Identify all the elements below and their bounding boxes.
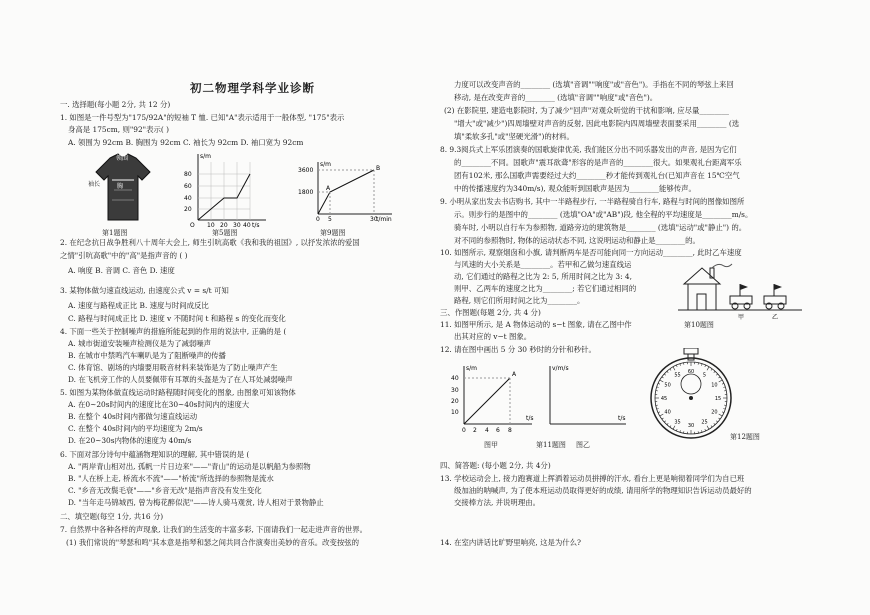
left-text-line: 1. 如图是一件号型为"175/92A"的短袖 T 恤. 已知"A"表示适用于一般体型, "175"表示 <box>60 113 345 122</box>
left-text-line: 二、填空题(每空 1分, 共16 分) <box>60 512 164 521</box>
fig11a-xtick: 8 <box>508 427 512 434</box>
dial-tick <box>680 430 681 432</box>
shirt-side-label: 袖长 <box>88 181 101 188</box>
dial-tick <box>716 374 717 375</box>
right-text-line: 四、简答题: (每小题 2分, 共 4分) <box>440 461 551 470</box>
fig5-ytick: 40 <box>184 195 192 202</box>
dial-tick <box>667 371 668 372</box>
fig11b-ylabel: v/m/s <box>552 365 569 372</box>
right-text-line: 9. 小明从家出发去书店购书, 其中一半路程步行, 一半路程骑自行车, 路程与时间的图像如图所 <box>440 197 745 206</box>
right-text-line: 8. 9.3阅兵式上军乐团演奏的国歌旋律优美, 我们能区分出不同乐器发出的声音, 是因为它们 <box>440 145 737 154</box>
right-text-line: 14. 在室内讲话比旷野里响亮, 这是为什么? <box>440 538 582 547</box>
left-text-line: B. 在整个 40s时间内都做匀速直线运动 <box>68 412 198 421</box>
fig11a-caption: 图甲 <box>484 441 498 449</box>
dial-tick <box>662 418 664 419</box>
left-text-line: 6. 下面对部分诗句中蕴涵物理知识的理解, 其中错误的是 ( <box>60 450 250 459</box>
dial-tick <box>723 387 725 388</box>
dial-tick <box>673 426 675 429</box>
left-text-line: C. 体育馆、剧场的内墙要用吸音材料来装饰是为了防止噪声产生 <box>68 363 278 372</box>
right-text-line: 的________不同。国歌声"震耳欲聋"形容的是声音的________很大。如果观礼台距离军乐 <box>454 158 742 167</box>
dial-tick <box>719 414 722 416</box>
fig5-graph <box>180 150 270 232</box>
left-text-line: C. 路程与时间成正比 D. 速度 v 不随时间 t 和路程 s 的变化而变化 <box>68 314 286 323</box>
fig10-caption: 第10题图 <box>684 321 714 329</box>
dial-tick <box>722 383 724 384</box>
right-text-line: 动, 它们通过的路程之比为 2: 5, 所用时间之比为 3: 4, <box>454 272 632 281</box>
dial-tick <box>658 412 660 413</box>
left-text-line: C. 在整个 40s时间内的平均速度为 2m/s <box>68 424 203 433</box>
right-text-line: 10. 如图所示, 观察烟囱和小旗, 请判断两车是否可能向同一方向运动________, 此时乙车速度 <box>440 248 742 257</box>
right-text-line: 力度可以改变声音的________ (选填"音调""响度"或"音色")。手指在不同的琴弦上来回 <box>454 80 734 89</box>
stopwatch-icon <box>640 348 750 444</box>
dial-tick <box>664 374 665 375</box>
fig11a-graph <box>448 362 538 442</box>
shirt-collar-label: 领围 <box>115 155 129 162</box>
tshirt-icon <box>88 150 158 235</box>
fig11a-xtick: 2 <box>473 427 477 434</box>
fig1-caption: 第1题图 <box>102 229 128 237</box>
dial-label: 15 <box>714 396 722 402</box>
dial-tick <box>676 365 677 367</box>
left-text-line: 4. 下面一些关于控制噪声的措施所能起到的作用的说法中, 正确的是 ( <box>60 327 287 336</box>
right-text-line: 示。则步行的是图中的________ (选填"OA"或"AB")段, 他全程的平均速度是________m/s。 <box>454 210 753 219</box>
right-text-line: 级加油的呐喊声, 为了使本班运动员取得更好的成绩, 请用所学的物理知识告诉运动员最好的 <box>454 486 752 495</box>
dial-tick <box>670 369 671 371</box>
right-text-line: 12. 请在图中画出 5 分 30 秒时的分针和秒针。 <box>440 345 596 354</box>
right-text-line: 则甲、乙两车的速度之比为________; 若它们通过相同的 <box>454 284 637 293</box>
right-text-line: 出其对应的 v−t 图象。 <box>454 332 532 341</box>
dial-tick <box>664 421 665 422</box>
shirt-chest-label: 胸 <box>117 183 124 190</box>
left-text-line: 身高是 175cm, 则"92"表示( ) <box>68 125 169 134</box>
dial-label: 30 <box>687 423 695 429</box>
left-text-line: 5. 如图为某物体做直线运动时路程随时间变化的图象, 由图象可知该物体 <box>60 388 296 397</box>
fig5-xtick: 20 <box>220 222 228 228</box>
fig5-xlabel: t/s <box>252 222 260 228</box>
dial-label: 45 <box>660 396 668 402</box>
fig9-xtick: 30 <box>370 216 378 222</box>
dial-label: 25 <box>701 419 708 426</box>
fig5-caption: 第5题图 <box>212 229 238 237</box>
dial-tick <box>676 429 677 431</box>
dial-tick <box>673 367 675 370</box>
right-text-line: 骑车时, 小明以自行车为参照物, 道路旁边的建筑物是________ (选填"运动"或"静止") 的。 <box>454 223 747 232</box>
dial-tick <box>719 380 722 382</box>
dial-tick <box>723 409 725 410</box>
fig11a-ytick: 30 <box>451 387 459 394</box>
dial-tick <box>716 421 717 422</box>
dial-tick <box>657 387 659 388</box>
right-text-line: 11. 如图甲所示, 是 A 物体运动的 s−t 图象, 请在乙图中作 <box>440 320 632 329</box>
fig11b-xlabel: t/s <box>618 415 626 422</box>
left-text-line: A. 速度与路程成正比 B. 速度与时间成反比 <box>68 301 209 310</box>
dial-tick <box>660 414 663 416</box>
left-text-line: (1) 我们常说的"琴瑟和鸣"其本意是指琴和瑟之间共同合作演奏出美妙的音乐。改变按弦的 <box>66 538 360 547</box>
fig9-caption: 第9题图 <box>320 229 346 237</box>
fig11a-xtick: 4 <box>485 427 489 434</box>
dial-tick <box>719 418 721 419</box>
fig9-point-b: B <box>376 165 381 172</box>
left-text-line: A. 响度 B. 音调 C. 音色 D. 速度 <box>68 266 175 275</box>
dial-label: 50 <box>664 382 671 389</box>
left-text-line: B. "人在桥上走, 桥流水不流"——"桥流"所选择的参照物是流水 <box>68 474 274 483</box>
fig5-ytick: 60 <box>184 183 192 190</box>
right-text-line: 对不同的参照物时, 物体的运动状态不同, 这说明运动和静止是________的。 <box>454 236 700 245</box>
fig11a-xtick: 6 <box>496 427 500 434</box>
left-text-line: C. "乡音无改鬓毛衰"——"乡音无改"是指声音没有发生变化 <box>68 486 262 495</box>
fig9-point-a: A <box>326 185 331 192</box>
fig11a-ytick: 40 <box>451 375 459 382</box>
right-text-line: 与风速的大小关系是________。若甲和乙做匀速直线运 <box>454 260 632 269</box>
right-text-line: 中的传播速度约为340m/s), 观众能听到国歌声是因为________能够传声。 <box>454 184 696 193</box>
dial-tick <box>670 426 671 428</box>
dial-tick <box>705 429 706 431</box>
fig12-caption: 第12题图 <box>730 433 760 441</box>
fig11a-xtick: 0 <box>462 427 466 434</box>
dial-tick <box>711 369 712 371</box>
right-text-line: 三、作图题(每题 2分, 共 4 分) <box>440 308 541 317</box>
fig9-ylabel: s/m <box>320 161 331 168</box>
fig5-ytick: 20 <box>184 206 192 213</box>
dial-label: 5 <box>702 372 707 379</box>
dial-tick <box>707 367 709 370</box>
left-text-line: A. 城市街道安装噪声检测仪是为了减弱噪声 <box>68 339 212 348</box>
fig10-car-a: 甲 <box>738 314 745 321</box>
right-text-line: 路程, 则它们所用时间之比为________。 <box>454 296 585 305</box>
fig11-main-caption: 第11题图 <box>536 441 566 449</box>
fig11a-ytick: 20 <box>451 398 459 405</box>
left-text-line: 之情"引吭高歌"中的"高"是指声音的 ( ) <box>60 251 188 260</box>
right-text-line: 交接棒方法, 并说明理由。 <box>454 498 540 507</box>
fig5-ytick: 80 <box>184 171 192 178</box>
fig11b-graph <box>542 362 632 442</box>
fig9-xtick: 0 <box>316 216 320 222</box>
dial-label: 10 <box>711 382 718 389</box>
right-text-line: (2) 在影院里, 建造电影院时, 为了减少"回声"对观众听觉的干扰和影响, 应尽量________ <box>444 106 729 115</box>
dial-tick <box>711 426 712 428</box>
fig5-xtick: 30 <box>233 222 241 228</box>
right-text-line: 填"柔软多孔"或"坚硬光滑")的材料。 <box>454 132 574 141</box>
dial-tick <box>705 365 706 367</box>
dial-tick <box>658 383 660 384</box>
fig5-xtick: 40 <box>243 222 251 228</box>
left-text-line: A. "两岸青山相对出, 孤帆一片日边来"——"青山"的运动是以帆船为参照物 <box>68 462 311 471</box>
left-text-line: 2. 在纪念抗日战争胜利八十周年大会上, 师生引吭高歌《我和我的祖国》, 以抒发浓浓的爱国 <box>60 238 360 247</box>
dial-tick <box>702 430 703 432</box>
fig5-xtick: 10 <box>207 222 215 228</box>
right-text-line: 13. 学校运动会上, 接力跑赛道上挥洒着运动员拼搏的汗水, 看台上更是响彻着同学们为自已班 <box>440 474 745 483</box>
fig9-xtick: 5 <box>328 216 332 222</box>
dial-tick <box>707 426 709 429</box>
left-text-line: D. 在飞机旁工作的人员要佩带有耳罩的头盔是为了在人耳处减弱噪声 <box>68 375 293 384</box>
dial-label: 55 <box>674 372 681 379</box>
right-text-line: 团有102米, 那么国歌声需要经过大约________秒才能传到观礼台(已知声音在 15℃空气 <box>454 171 740 180</box>
right-text-line: 移动, 是在改变声音的________ (选填"音调""响度"或"音色")。 <box>454 93 658 102</box>
fig11a-point-a: A <box>512 371 517 378</box>
fig10-scene <box>678 262 803 326</box>
fig10-car-b: 乙 <box>772 314 779 321</box>
fig9-ytick: 1800 <box>298 189 314 196</box>
fig9-xlabel: t/min <box>376 216 392 222</box>
left-text-line: 7. 自然界中各种各样的声现象, 让我们的生活变的丰富多彩, 下面请我们一起走进声音的世界。 <box>60 525 368 534</box>
fig9-graph <box>296 160 396 226</box>
fig11b-caption: 图乙 <box>576 441 590 449</box>
fig11a-xlabel: t/s <box>526 415 534 422</box>
dial-label: 60 <box>687 369 695 375</box>
left-text-line: 一. 选择题(每小题 2分, 共 12 分) <box>60 100 171 109</box>
page-title: 初二物理学科学业诊断 <box>190 81 315 95</box>
dial-label: 20 <box>711 409 718 416</box>
dial-label: 35 <box>674 419 681 426</box>
dial-tick <box>714 423 715 424</box>
fig11a-ytick: 10 <box>451 409 459 416</box>
dial-tick <box>680 364 681 366</box>
dial-tick <box>657 409 659 410</box>
tshirt-figure <box>88 150 158 235</box>
left-text-line: A. 领围为 92cm B. 胸围为 92cm C. 袖长为 92cm D. 袖口宽为 92cm <box>68 138 304 147</box>
left-text-line: A. 在0~20s时间内的速度比在30~40s时间内的速度大 <box>68 400 250 409</box>
left-text-line: D. "当年走马锦城西, 曾为梅花醉似泥"——诗人骑马观赏, 诗人相对于景物静止 <box>68 498 324 507</box>
dial-tick <box>722 412 724 413</box>
fig9-ytick: 3600 <box>298 167 314 174</box>
dial-tick <box>660 380 663 382</box>
fig5-ylabel: s/m <box>200 153 211 160</box>
fig5-xtick: O <box>190 222 195 228</box>
dial-tick <box>719 377 721 378</box>
fig11a-ylabel: s/m <box>466 365 477 372</box>
dial-label: 40 <box>664 409 671 416</box>
dial-tick <box>662 377 664 378</box>
left-text-line: B. 在城市中禁鸣汽车喇叭是为了阻断噪声的传播 <box>68 351 226 360</box>
right-text-line: "增大"或"减少")四周墙壁对声音的反射, 因此电影院内四周墙壁表面要采用________ (选 <box>454 119 740 128</box>
dial-tick <box>702 364 703 366</box>
dial-tick <box>667 423 668 424</box>
dial-tick <box>714 371 715 372</box>
left-text-line: 3. 某物体做匀速直线运动, 由速度公式 v = s/t 可知 <box>60 286 229 295</box>
left-text-line: D. 在20~30s内物体的速度为 40m/s <box>68 436 192 445</box>
